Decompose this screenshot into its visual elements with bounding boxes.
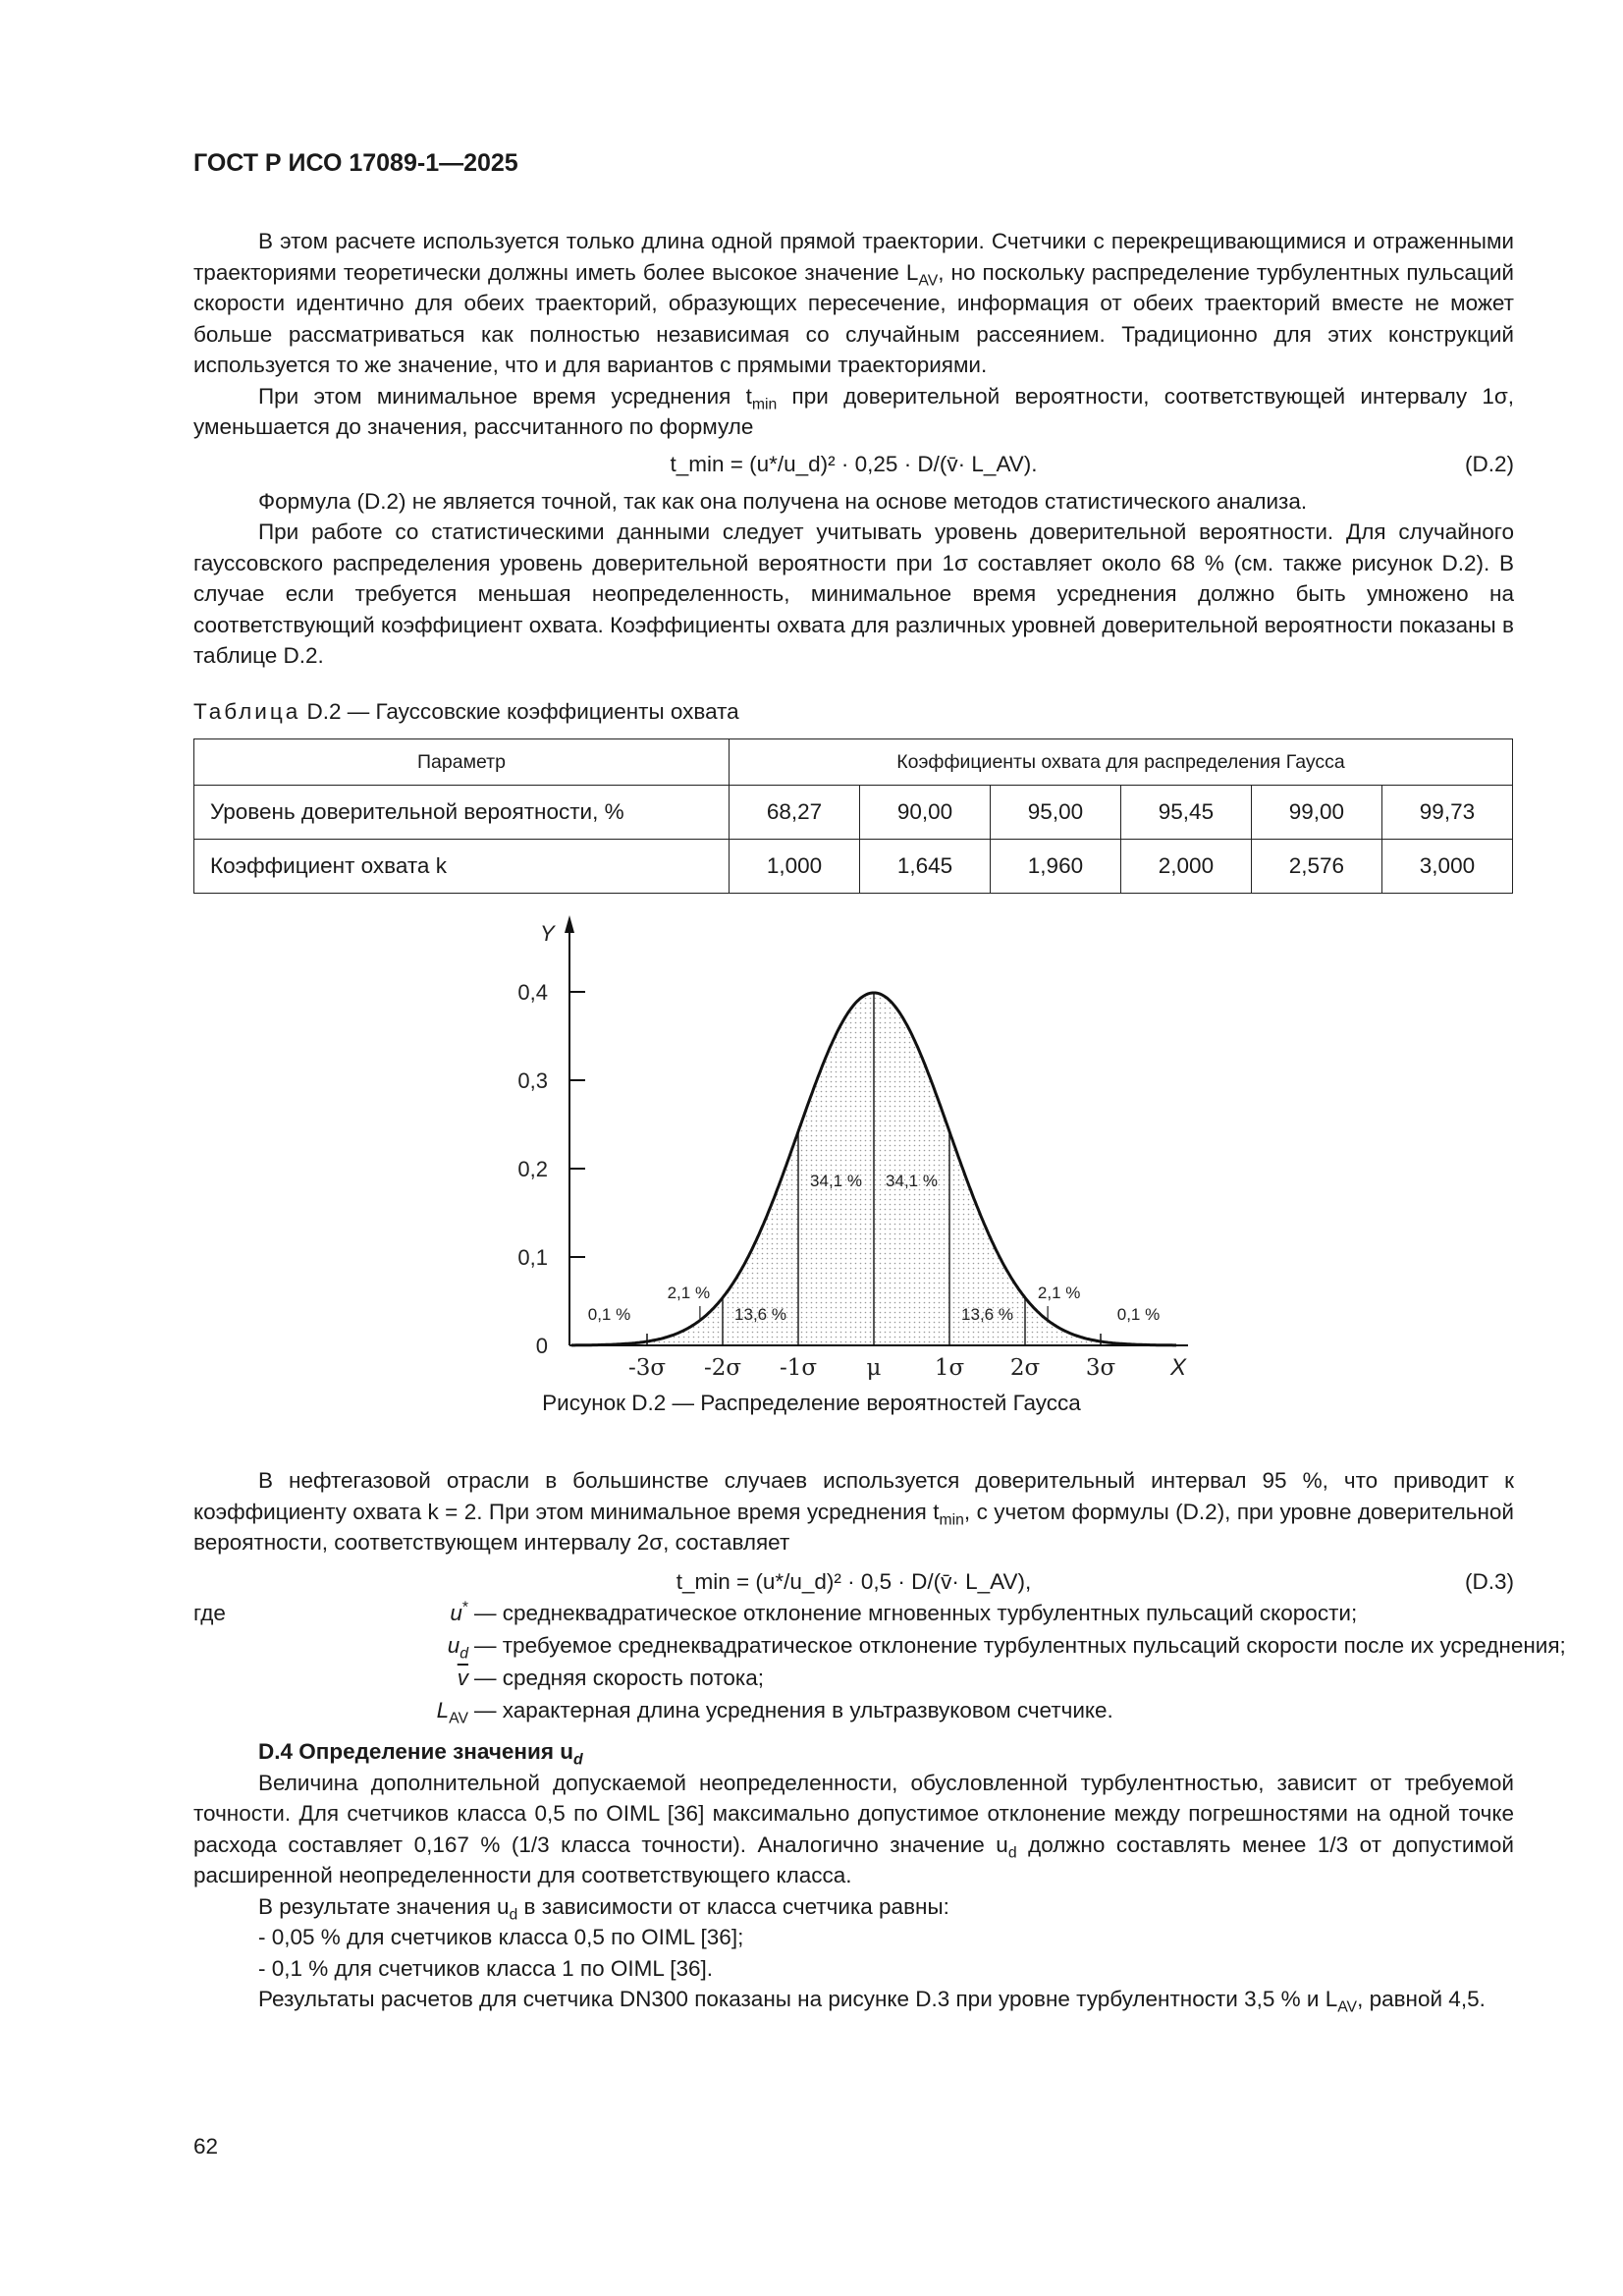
symbol-lav: $L_{AV}$ [436, 1698, 468, 1727]
region-label: 2,1 % [1037, 1284, 1081, 1302]
definition-text: — средняя скорость потока; [474, 1666, 764, 1690]
table-cell: 95,00 [990, 786, 1120, 840]
formula-d3-number: (D.3) [1465, 1568, 1514, 1594]
page-number: 62 [193, 2134, 219, 2159]
definition-text: — требуемое среднеквадратическое отклонение турбулентных пульсаций скорости после их усреднения; [474, 1633, 1566, 1658]
x-tick-label: μ [866, 1355, 882, 1381]
paragraph: При этом минимальное время усреднения $t_{min}$ при доверительной вероятности, соответствующей интервалу 1σ, уменьшается до значения, рассчитанного по формуле [193, 383, 1514, 439]
paragraph: Результаты расчетов для счетчика DN300 показаны на рисунке D.3 при уровне турбулентности 3,5 % и $L_{AV}$, равной 4,5. [258, 1987, 1486, 2016]
formula-d3-text: t_min = (u*/u_d)² · 0,5 · D/(v̄· L_AV), [676, 1568, 1032, 1594]
formula-d3 [193, 1566, 1514, 1598]
table-cell: 1,645 [859, 840, 990, 894]
formula-d2 [193, 449, 1514, 480]
y-tick-label: 0,1 [517, 1245, 548, 1270]
x-tick-label: 3σ [1085, 1355, 1116, 1381]
table-header-cell: Параметр [194, 739, 730, 786]
coefficient-table [193, 738, 1513, 894]
intro-text [193, 226, 1514, 672]
definition-row [193, 1629, 1566, 1663]
after-text [193, 1465, 1514, 1606]
table-caption: Таблица D.2 — Гауссовские коэффициенты охвата [193, 699, 739, 724]
paragraph: Формула (D.2) не является точной, так как она получена на основе методов статистического анализа. [258, 488, 1308, 514]
symbol-definitions [193, 1597, 1566, 1727]
y-axis-label: Y [540, 921, 555, 946]
x-tick-label: -3σ [627, 1355, 667, 1381]
region-label: 34,1 % [886, 1172, 938, 1190]
y-axis-arrow [565, 915, 574, 933]
symbol-ud: $u_d$ [447, 1633, 468, 1663]
table-cell: 95,45 [1120, 786, 1251, 840]
region-label: 13,6 % [961, 1305, 1013, 1324]
x-tick-label: 1σ [934, 1355, 965, 1381]
definition-row [193, 1694, 1514, 1726]
table-cell: 3,000 [1381, 840, 1512, 894]
table-cell: Уровень доверительной вероятности, % [194, 786, 730, 840]
region-label: 0,1 % [587, 1305, 631, 1324]
table-cell: 99,00 [1251, 786, 1381, 840]
table-cell: 2,576 [1251, 840, 1381, 894]
symbol-v-bar: $\overline{v}$ [457, 1666, 468, 1690]
formula-d2-number: (D.2) [1465, 451, 1514, 476]
definition-row [193, 1597, 1514, 1629]
table-cell: 90,00 [859, 786, 990, 840]
paragraph: Величина дополнительной допускаемой неопределенности, обусловленной турбулентностью, зависит от требуемой точности. Для счетчиков класса 0,5 по OIML [36] максимально допустимое отклонение между погрешностями на одной точке расхода составляет 0,167 % (1/3 класса точности). Аналогично значение $u_d$ должно составлять менее 1/3 от допустимой расширенной неопределенности для соответствующего класса. [193, 1770, 1515, 1887]
region-label: 13,6 % [734, 1305, 786, 1324]
x-tick-label: 2σ [1009, 1355, 1041, 1381]
table-row [194, 786, 1513, 840]
paragraph: В нефтегазовой отрасли в большинстве случаев используется доверительный интервал 95 %, что приводит к коэффициенту охвата k = 2. При этом минимальное время усреднения $t_{min}$, с учетом формулы (D.2), при уровне доверительной вероятности, соответствующем интервалу 2σ, составляет [193, 1468, 1514, 1555]
table-cell: 1,000 [730, 840, 860, 894]
y-tick-label: 0,3 [517, 1068, 548, 1093]
definition-row [193, 1662, 1514, 1694]
x-tick-label: -2σ [703, 1355, 742, 1381]
region-label: 34,1 % [810, 1172, 862, 1190]
y-tick-label: 0 [535, 1334, 548, 1358]
paragraph: В результате значения $u_d$ в зависимости от класса счетчика равны: [258, 1893, 949, 1923]
table-cell: 99,73 [1381, 786, 1512, 840]
y-tick-label: 0,2 [517, 1157, 548, 1181]
definition-text: — среднеквадратическое отклонение мгновенных турбулентных пульсаций скорости; [474, 1601, 1358, 1625]
table-header-row [194, 739, 1513, 786]
symbol-u-star: u* [450, 1599, 468, 1625]
table-cell: 68,27 [730, 786, 860, 840]
table-cell: 2,000 [1120, 840, 1251, 894]
x-tick-label: -1σ [779, 1355, 818, 1381]
section-title: D.4 Определение значения $u_d$ [258, 1739, 583, 1769]
table-cell: Коэффициент охвата k [194, 840, 730, 894]
document-header: ГОСТ Р ИСО 17089-1—2025 [193, 149, 518, 177]
list-item: - 0,05 % для счетчиков класса 0,5 по OIML [36]; [258, 1925, 744, 1949]
figure-caption: Рисунок D.2 — Распределение вероятностей Гаусса [542, 1391, 1081, 1415]
table-header-cell: Коэффициенты охвата для распределения Гаусса [730, 739, 1513, 786]
gauss-chart [471, 903, 1217, 1390]
x-axis-label: X [1170, 1354, 1187, 1381]
definition-text: — характерная длина усреднения в ультразвуковом счетчике. [474, 1698, 1113, 1722]
table-cell: 1,960 [990, 840, 1120, 894]
paragraph: В этом расчете используется только длина одной прямой траектории. Счетчики с перекрещивающимися и отраженными траекториями теоретически должны иметь более высокое значение $L_{AV}$, но поскольку распределение турбулентных пульсаций скорости идентично для обеих траекторий, образующих пересечение, информация от обеих траекторий вместе не может больше рассматриваться как полностью независимая со случайным рассеянием. Традиционно для этих конструкций используется то же значение, что и для вариантов с прямыми траекториями. [193, 229, 1514, 377]
list-item: - 0,1 % для счетчиков класса 1 по OIML [36]. [258, 1955, 714, 1981]
table-row [194, 840, 1513, 894]
formula-d2-text: t_min = (u*/u_d)² · 0,25 · D/(v̄· L_AV). [670, 451, 1038, 476]
gauss-chart-svg [471, 903, 1217, 1385]
where-word: где [193, 1601, 226, 1625]
section-d4 [193, 1736, 1514, 2015]
region-label: 0,1 % [1116, 1305, 1161, 1324]
region-label: 2,1 % [667, 1284, 711, 1302]
y-tick-label: 0,4 [517, 980, 548, 1005]
paragraph: При работе со статистическими данными следует учитывать уровень доверительной вероятности. Для случайного гауссовского распределения уровень доверительной вероятности при 1σ составляет около 68 % (см. также рисунок D.2). В случае если требуется меньшая неопределенность, минимальное время усреднения должно быть умножено на соответствующий коэффициент охвата. Коэффициенты охвата для различных уровней доверительной вероятности показаны в таблице D.2. [193, 519, 1514, 668]
